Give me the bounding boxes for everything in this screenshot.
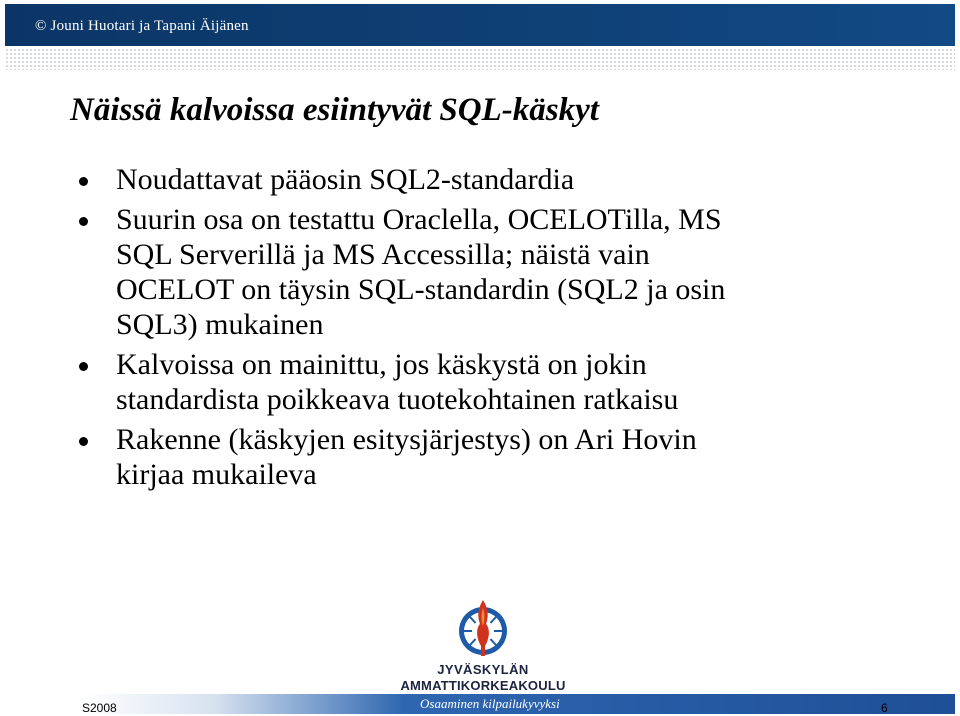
page-number: 6 bbox=[881, 701, 888, 715]
logo-text-line2: AMMATTIKORKEAKOULU bbox=[400, 678, 566, 693]
bullet-line: OCELOT on täysin SQL-standardin (SQL2 ja osin bbox=[116, 273, 726, 306]
bullet-item bbox=[76, 347, 896, 417]
bullet-line: kirjaa mukaileva bbox=[116, 458, 317, 491]
footer-term-label: S2008 bbox=[82, 701, 117, 715]
jamk-emblem-icon bbox=[398, 598, 568, 662]
bullet-line: Suurin osa on testattu Oraclella, OCELOTilla, MS bbox=[116, 203, 722, 236]
bullet-line: Kalvoissa on mainittu, jos käskystä on jokin bbox=[116, 348, 647, 381]
dot-pattern-strip bbox=[5, 48, 955, 70]
header-band bbox=[5, 4, 955, 46]
bullet-dot-icon bbox=[79, 437, 88, 446]
bullet-item bbox=[76, 202, 896, 342]
bullet-dot-icon bbox=[79, 217, 88, 226]
bullet-item bbox=[76, 162, 896, 197]
bullet-dot-icon bbox=[79, 177, 88, 186]
bullet-line: SQL3) mukainen bbox=[116, 308, 324, 341]
bullet-list bbox=[76, 162, 896, 497]
bullet-dot-icon bbox=[79, 362, 88, 371]
copyright-text: © Jouni Huotari ja Tapani Äijänen bbox=[35, 18, 249, 34]
jamk-logo bbox=[398, 598, 568, 696]
footer-slogan: Osaaminen kilpailukyvyksi bbox=[420, 696, 560, 711]
slide-title: Näissä kalvoissa esiintyvät SQL-käskyt bbox=[70, 92, 599, 128]
bullet-line: SQL Serverillä ja MS Accessilla; näistä vain bbox=[116, 238, 650, 271]
bullet-item bbox=[76, 422, 896, 492]
bullet-line: Rakenne (käskyjen esitysjärjestys) on Ari Hovin bbox=[116, 423, 697, 456]
bullet-line: Noudattavat pääosin SQL2-standardia bbox=[116, 163, 575, 196]
bullet-line: standardista poikkeava tuotekohtainen ratkaisu bbox=[116, 383, 679, 416]
logo-text-line1: JYVÄSKYLÄN bbox=[437, 662, 529, 677]
